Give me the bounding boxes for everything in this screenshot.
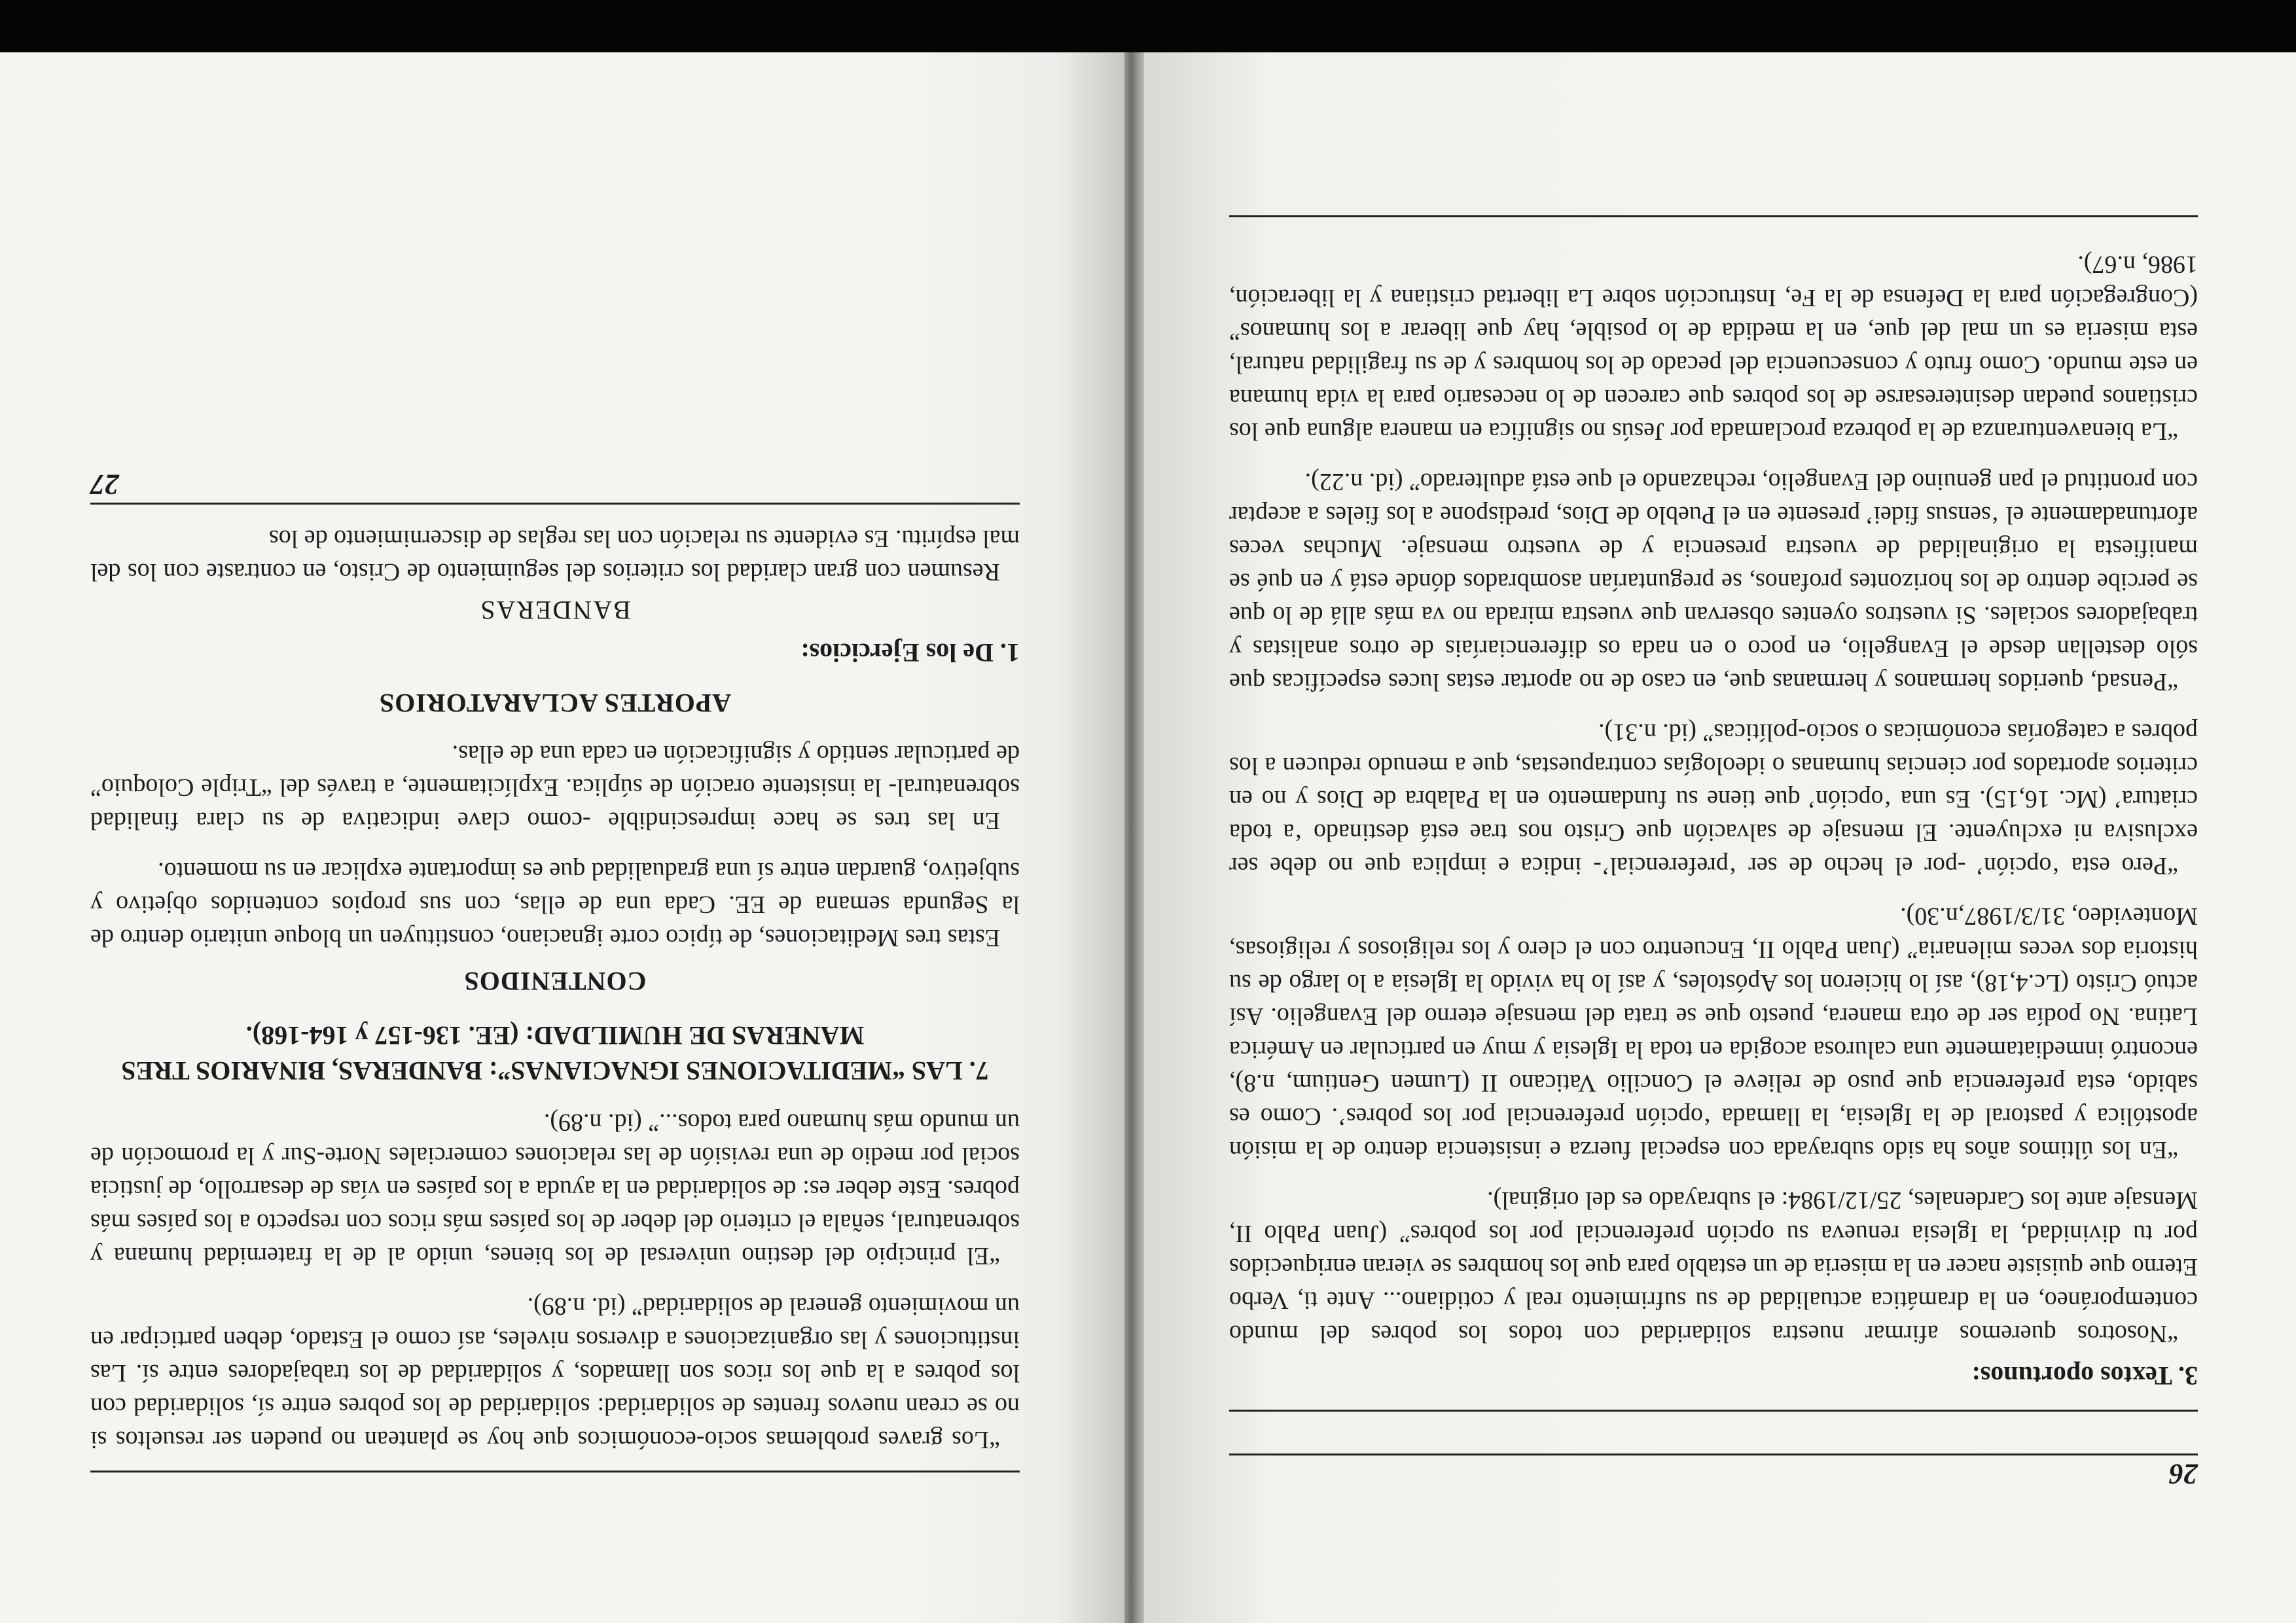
contents-heading: CONTENIDOS: [463, 967, 647, 996]
footer-rule-left: [1229, 215, 2198, 217]
page-number-left: 26: [2169, 1458, 2198, 1490]
header-rule-right: [90, 1471, 1020, 1472]
aportes-heading: APORTES ACLARATORIOS: [378, 688, 732, 718]
ejercicios-heading: 1. De los Ejercicios:: [800, 638, 1020, 668]
banderas-label: BANDERAS: [479, 596, 631, 625]
scanner-edge: [0, 0, 2296, 52]
chapter-title: 7. LAS “MEDITACIONES IGNACIANAS”: BANDERAS, BINARIOS TRES MANERAS DE HUMILDAD: (EE. 136-157 y 164-168).: [121, 1021, 989, 1086]
footer-rule-right: [90, 503, 1020, 505]
contents-paragraph: Estas tres Meditaciones, de típico corte ignaciano, constituyen un bloque unitario dentro de la Segunda semana de EE. Cada una de ellas, con sus propios contenidos objetivo y subjetivo, guardan entre sí una gradualidad que es importante explicar en su momento.: [90, 857, 1020, 952]
header-rule-left: [1229, 1454, 2198, 1455]
right-page: [0, 52, 1124, 1623]
quote-paragraph: “Pensad, queridos hermanos y hermanas que, en caso de no aportar estas luces específicas que sólo destellan desde el Evangelio, en poco o en nada os diferenciaríais de otros analistas y trabajadores sociales. Si vuestros oyentes observan que vuestra mirada no va más allá de lo que se percibe dentro de los horizontes profanos, se preguntarían asombrados dónde está y en qué se manifiesta la originalidad de vuestra presencia y de vuestro mensaje. Muchas veces afortunadamente el ‘sensus fidei’ presente en el Pueblo de Dios, predispone a los fieles a aceptar con prontitud el pan genuino del Evangelio, rechazando el que está adulterado” (id. n.22).: [1229, 468, 2198, 696]
quote-paragraph: “Pero esta ‘opción’ -por el hecho de ser ‘preferencial’- indica e implica que no debe ser exclusiva ni excluyente. El mensaje de salvación que Cristo nos trae está destinado ‘a toda criatura’ (Mc. 16,15). Es una ‘opción’ que tiene su fundamento en la Palabra de Dios y no en criterios aportados por ciencias humanas o ideologías contrapuestas, que a menudo reducen a los pobres a categorías económicas o socio-políticas” (id. n.31).: [1229, 719, 2198, 880]
left-page: [1136, 52, 2296, 1623]
quote-paragraph: “La bienaventuranza de la pobreza proclamada por Jesús no significa en manera alguna que los cristianos puedan desinteresarse de los pobres que carecen de lo necesario para la vida humana en este mundo. Como fruto y consecuencia del pecado de los hombres y de su fragilidad natural, esta miseria es un mal del que, en la medida de lo posible, hay que liberar a los humanos” (Congregación para la Defensa de la Fe, Instrucción sobre La libertad cristiana y la liberación, 1986, n.67).: [1229, 251, 2198, 445]
banderas-paragraph: Resumen con gran claridad los criterios del seguimiento de Cristo, en contraste con los del mal espíritu. Es evidente su relación con las reglas de discernimiento de los: [90, 525, 1020, 586]
right-page-body: [90, 466, 1020, 1472]
section-rule-left: [1229, 1410, 2198, 1412]
page-number-right: 27: [90, 469, 119, 501]
contents-paragraph: En las tres se hace imprescindible -como clave indicativa de su clara finalidad sobrenatural- la insistente oración de súplica. Explícitamente, a través del “Triple Coloquio” de particular sentido y significación en cada una de ellas.: [90, 740, 1020, 834]
quote-paragraph: “En los últimos años ha sido subrayada con especial fuerza e insistencia dentro de la misión apostólica y pastoral de la Iglesia, la llamada ‘opción preferencial por los pobres’. Como es sabido, esta preferencia que puso de relieve el Concilio Vaticano II (Lumen Gentium, n.8), encontró inmediatamente una calurosa acogida en toda la Iglesia y muy en particular en América Latina. No podía ser de otra manera, puesto que se trata del mensaje eterno del Evangelio. Así actuó Cristo (Lc.4,18), así lo hicieron los Apóstoles, y así lo ha vivido la Iglesia a lo largo de su historia dos veces milenaria” (Juan Pablo II, Encuentro con el clero y los religiosos y religiosas, Montevideo, 31/3/1987,n.30).: [1229, 902, 2198, 1164]
section-heading-textos: 3. Textos oportunos:: [1971, 1361, 2198, 1391]
quote-paragraph: “El principio del destino universal de los bienes, unido al de la fraternidad humana y sobrenatural, señala el criterio del deber de los países más ricos con respecto a los países más pobres. Este deber es: de solidaridad en la ayuda a los países en vías de desarrollo, de justicia social por medio de una revisión de las relaciones comerciales Norte-Sur y la promoción de un mundo más humano para todos...” (id. n.89).: [90, 1109, 1020, 1270]
quote-paragraph: “Nosotros queremos afirmar nuestra solidaridad con todos los pobres del mundo contemporáneo, en la dramática actualidad de su sufrimiento real y cotidiano... Ante ti, Verbo Eterno que quisiste nacer en la miseria de un establo para que los hombres se vieran enriquecidos por tu divinidad, la Iglesia renueva su opción preferencial por los pobres” (Juan Pablo II, Mensaje ante los Cardenales, 25/12/1984: el subrayado es del original).: [1229, 1186, 2198, 1347]
quote-paragraph: “Los graves problemas socio-económicos que hoy se plantean no pueden ser resueltos si no se crean nuevos frentes de solidaridad: solidaridad de los pobres entre sí, solidaridad con los pobres a la que los ricos son llamados, y solidaridad de los trabajadores entre sí. Las instituciones y las organizaciones a diversos niveles, así como el Estado, deben participar en un movimiento general de solidaridad” (id. n.89).: [90, 1293, 1020, 1454]
left-page-body: [1229, 215, 2198, 1492]
